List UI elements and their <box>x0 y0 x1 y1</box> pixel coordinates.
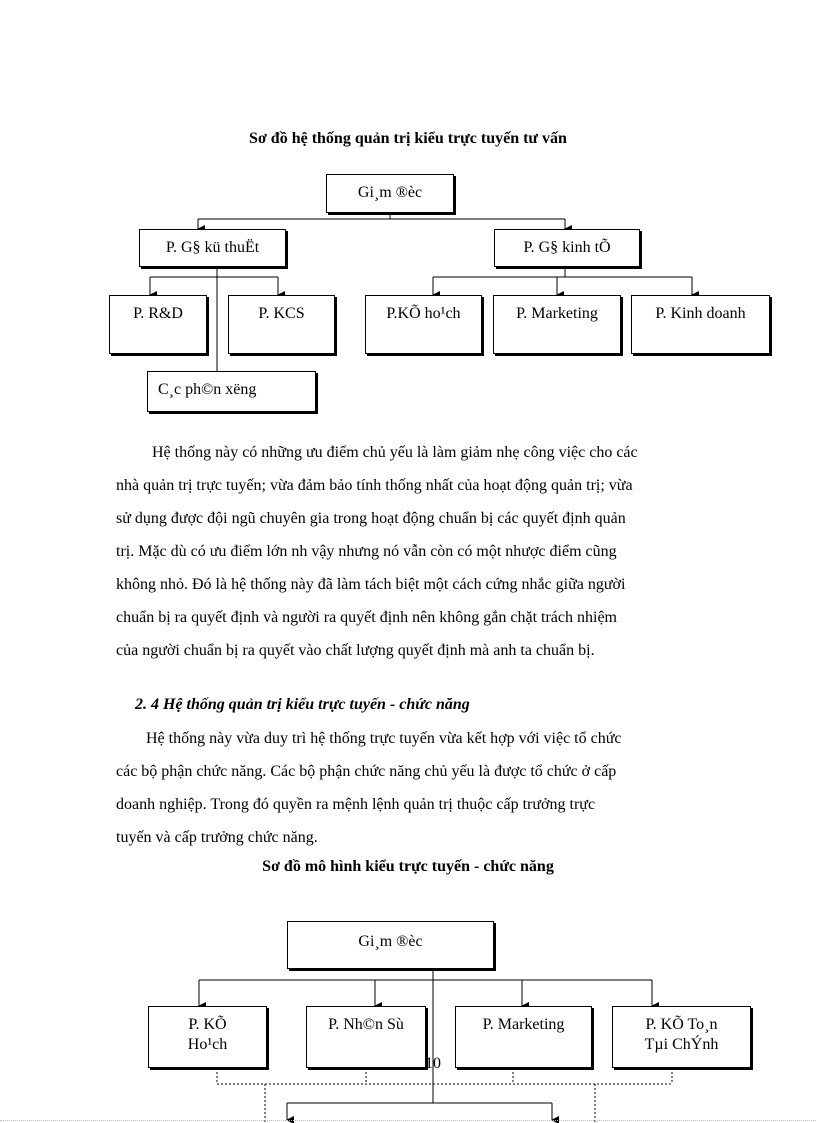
chart1-rnd-label: P. R&D <box>133 305 183 322</box>
chart2-finance-line2: Tµi ChÝnh <box>644 1036 719 1053</box>
page-bottom-rule <box>0 1120 816 1121</box>
chart1-workshops-label: C¸c ph©n xëng <box>158 381 257 398</box>
chart1-marketing-label: P. Marketing <box>516 305 598 322</box>
chart2-planning-line1: P. KÕ <box>188 1016 227 1033</box>
paragraph-1-line: trị. Mặc dù có ưu điểm lớn nh vậy nhưng nó vẫn còn có một nhược điểm cũng <box>116 543 617 560</box>
chart2-planning-line2: Ho¹ch <box>187 1036 228 1053</box>
chart1-box-sales <box>631 295 770 354</box>
chart1-tech-deputy-label: P. G§ kü thuËt <box>165 239 260 256</box>
chart1-box-workshops <box>147 371 316 412</box>
paragraph-1-line: của người chuẩn bị ra quyết vào chất lượng quyết định mà anh ta chuẩn bị. <box>116 642 595 659</box>
chart1-box-kcs <box>228 295 335 354</box>
paragraph-1 <box>116 436 740 667</box>
chart2-hr-label: P. Nh©n Sù <box>328 1016 404 1033</box>
chart1-director-label: Gi¸m ®èc <box>357 184 423 201</box>
chart2-box-finance <box>612 1006 751 1068</box>
chart1-kcs-label: P. KCS <box>258 305 305 322</box>
chart1-planning-label: P.KÕ ho¹ch <box>386 305 461 322</box>
paragraph-1-line: Hệ thống này có những ưu điểm chủ yếu là làm giảm nhẹ công việc cho các <box>152 444 638 461</box>
section-heading: 2. 4 Hệ thống quản trị kiểu trực tuyến - chức năng <box>135 696 470 713</box>
paragraph-2-line: doanh nghiệp. Trong đó quyền ra mệnh lệnh quản trị thuộc cấp trưởng trực <box>116 796 596 813</box>
chart2-box-director <box>287 921 494 969</box>
chart1-box-planning <box>365 295 482 354</box>
paragraph-2 <box>116 722 740 854</box>
chart1-title: Sơ đồ hệ thống quản trị kiểu trực tuyến tư vấn <box>249 130 567 147</box>
chart2-box-hr <box>306 1006 426 1068</box>
chart1-box-biz-deputy <box>494 229 640 267</box>
paragraph-2-line: Hệ thống này vừa duy trì hệ thống trực tuyến vừa kết hợp với việc tổ chức <box>146 730 622 747</box>
chart1-box-director <box>326 174 454 213</box>
chart2-box-marketing <box>455 1006 592 1068</box>
paragraph-2-line: các bộ phận chức năng. Các bộ phận chức năng chủ yếu là được tổ chức ở cấp <box>116 763 617 780</box>
chart2-box-planning <box>148 1006 267 1068</box>
paragraph-1-line: nhà quản trị trực tuyến; vừa đảm bảo tính thống nhất của hoạt động quản trị; vừa <box>116 477 633 494</box>
chart2-dotted-connectors <box>217 1068 672 1122</box>
chart1-sales-label: P. Kinh doanh <box>655 305 746 322</box>
page-number: 10 <box>425 1055 441 1072</box>
chart1-box-marketing <box>493 295 621 354</box>
chart1-box-tech-deputy <box>139 229 286 267</box>
chart1-biz-deputy-label: P. G§ kinh tÕ <box>523 239 611 256</box>
paragraph-1-line: chuẩn bị ra quyết định và người ra quyết định nên không gắn chặt trách nhiệm <box>116 609 617 626</box>
chart2-marketing-label: P. Marketing <box>482 1016 565 1033</box>
chart1-box-rnd <box>109 295 207 354</box>
paragraph-1-line: sử dụng được đội ngũ chuyên gia trong hoạt động chuẩn bị các quyết định quản <box>116 510 626 527</box>
chart2-finance-line1: P. KÕ To¸n <box>645 1016 718 1033</box>
chart2-title: Sơ đồ mô hình kiểu trực tuyến - chức năng <box>262 858 554 875</box>
chart2-director-label: Gi¸m ®èc <box>358 933 423 950</box>
paragraph-2-line: tuyến và cấp trưởng chức năng. <box>116 829 318 846</box>
paragraph-1-line: không nhỏ. Đó là hệ thống này đã làm tách biệt một cách cứng nhắc giữa người <box>116 576 626 593</box>
